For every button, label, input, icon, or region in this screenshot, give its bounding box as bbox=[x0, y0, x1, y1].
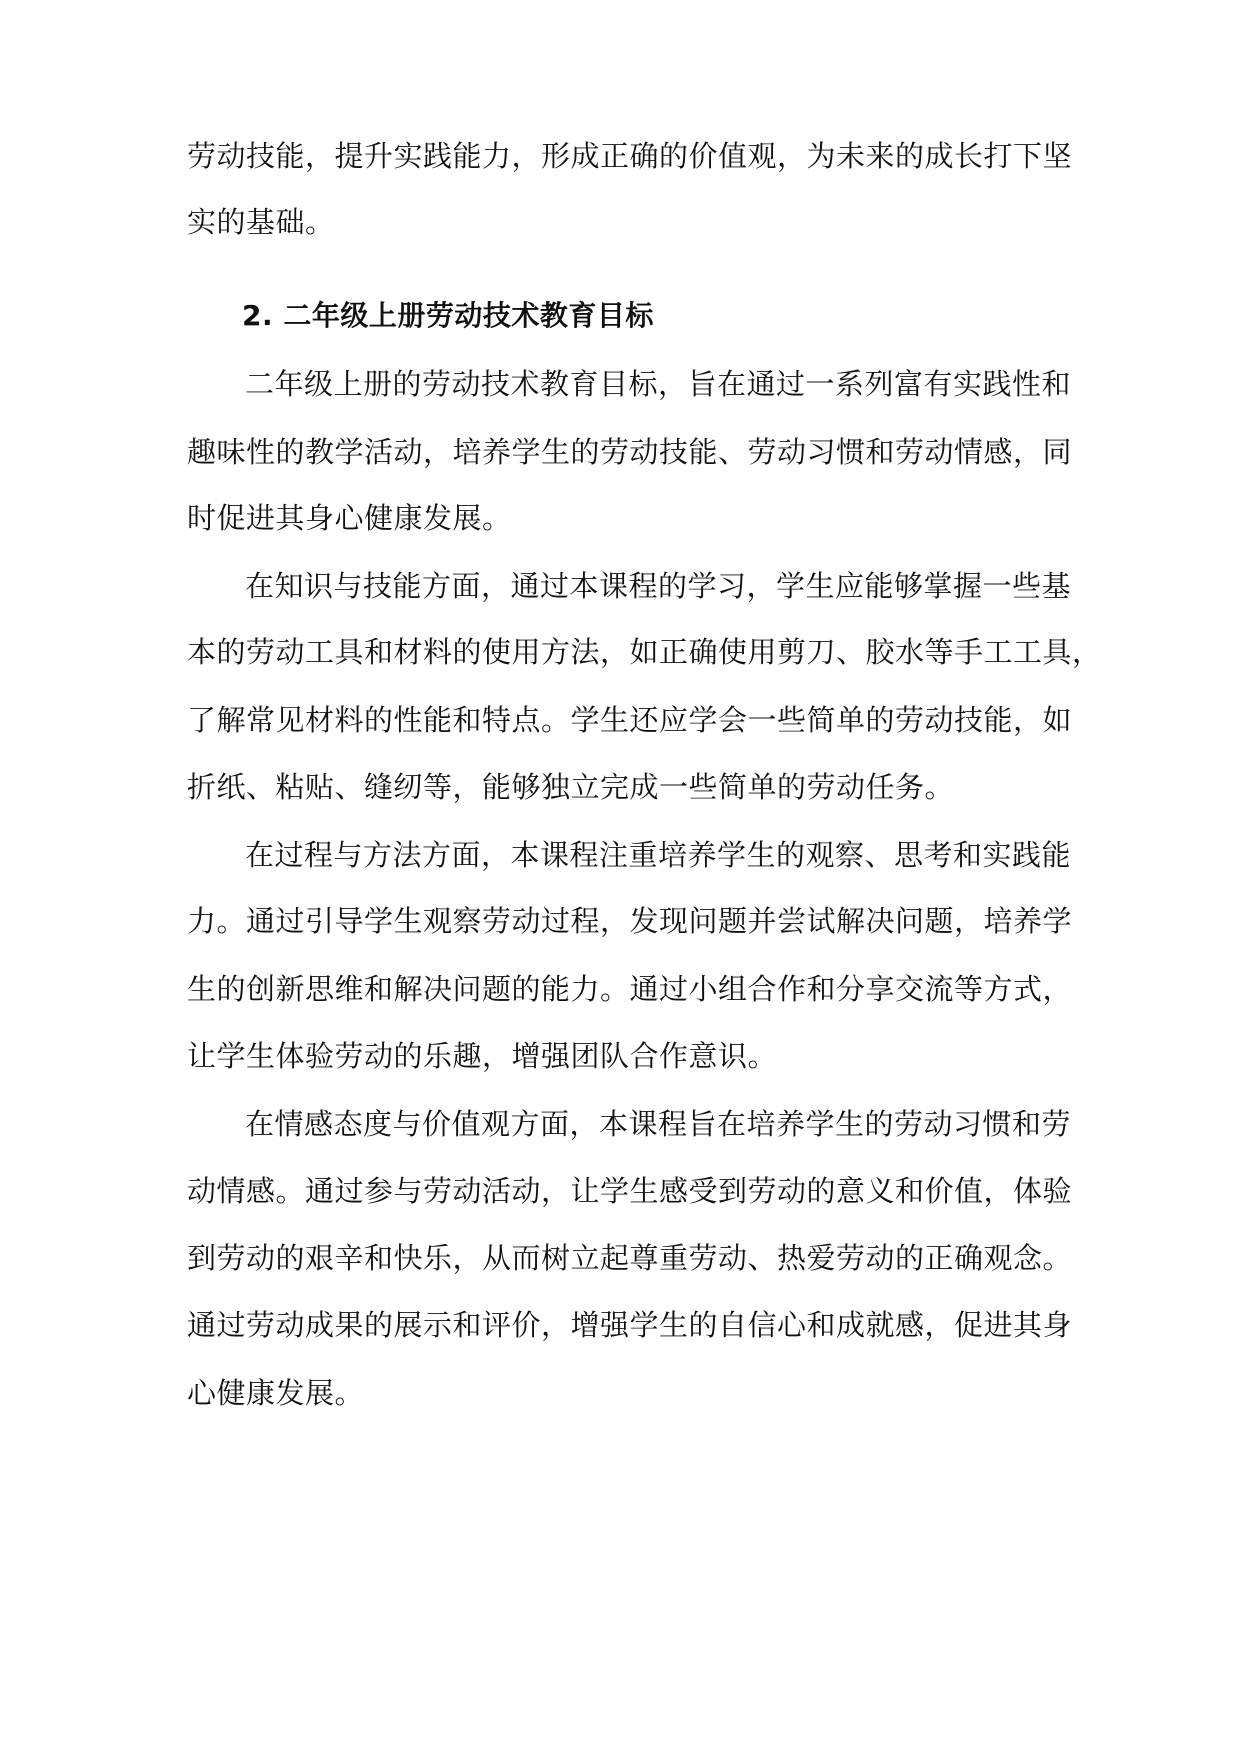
paragraph-line: 了解常见材料的性能和特点。学生还应学会一些简单的劳动技能，如 bbox=[187, 703, 1073, 737]
paragraph-line: 心健康发展。 bbox=[187, 1376, 365, 1410]
paragraph-line: 折纸、粘贴、缝纫等，能够独立完成一些简单的劳动任务。 bbox=[187, 770, 955, 804]
paragraph-line: 通过劳动成果的展示和评价，增强学生的自信心和成就感，促进其身 bbox=[187, 1308, 1073, 1342]
paragraph-line: 二年级上册的劳动技术教育目标，旨在通过一系列富有实践性和 bbox=[245, 367, 1072, 401]
paragraph-line: 在过程与方法方面，本课程注重培养学生的观察、思考和实践能 bbox=[245, 838, 1072, 872]
paragraph-line: 趣味性的教学活动，培养学生的劳动技能、劳动习惯和劳动情感，同 bbox=[187, 435, 1073, 469]
intro-text-line: 实的基础。 bbox=[187, 205, 335, 239]
paragraph-line: 时促进其身心健康发展。 bbox=[187, 501, 512, 535]
intro-text-line: 劳动技能，提升实践能力，形成正确的价值观，为未来的成长打下坚 bbox=[187, 139, 1073, 173]
paragraph-line: 让学生体验劳动的乐趣，增强团队合作意识。 bbox=[187, 1039, 778, 1073]
paragraph-line: 力。通过引导学生观察劳动过程，发现问题并尝试解决问题，培养学 bbox=[187, 904, 1073, 938]
section-heading: 2. 二年级上册劳动技术教育目标 bbox=[242, 299, 654, 332]
paragraph-line: 生的创新思维和解决问题的能力。通过小组合作和分享交流等方式， bbox=[187, 972, 1073, 1006]
paragraph-line: 到劳动的艰辛和快乐，从而树立起尊重劳动、热爱劳动的正确观念。 bbox=[187, 1241, 1073, 1275]
paragraph-line: 动情感。通过参与劳动活动，让学生感受到劳动的意义和价值，体验 bbox=[187, 1174, 1073, 1208]
paragraph-line: 在知识与技能方面，通过本课程的学习，学生应能够掌握一些基 bbox=[245, 569, 1072, 603]
paragraph-line: 在情感态度与价值观方面，本课程旨在培养学生的劳动习惯和劳 bbox=[245, 1107, 1072, 1141]
paragraph-line: 本的劳动工具和材料的使用方法，如正确使用剪刀、胶水等手工工具， bbox=[187, 635, 1102, 669]
